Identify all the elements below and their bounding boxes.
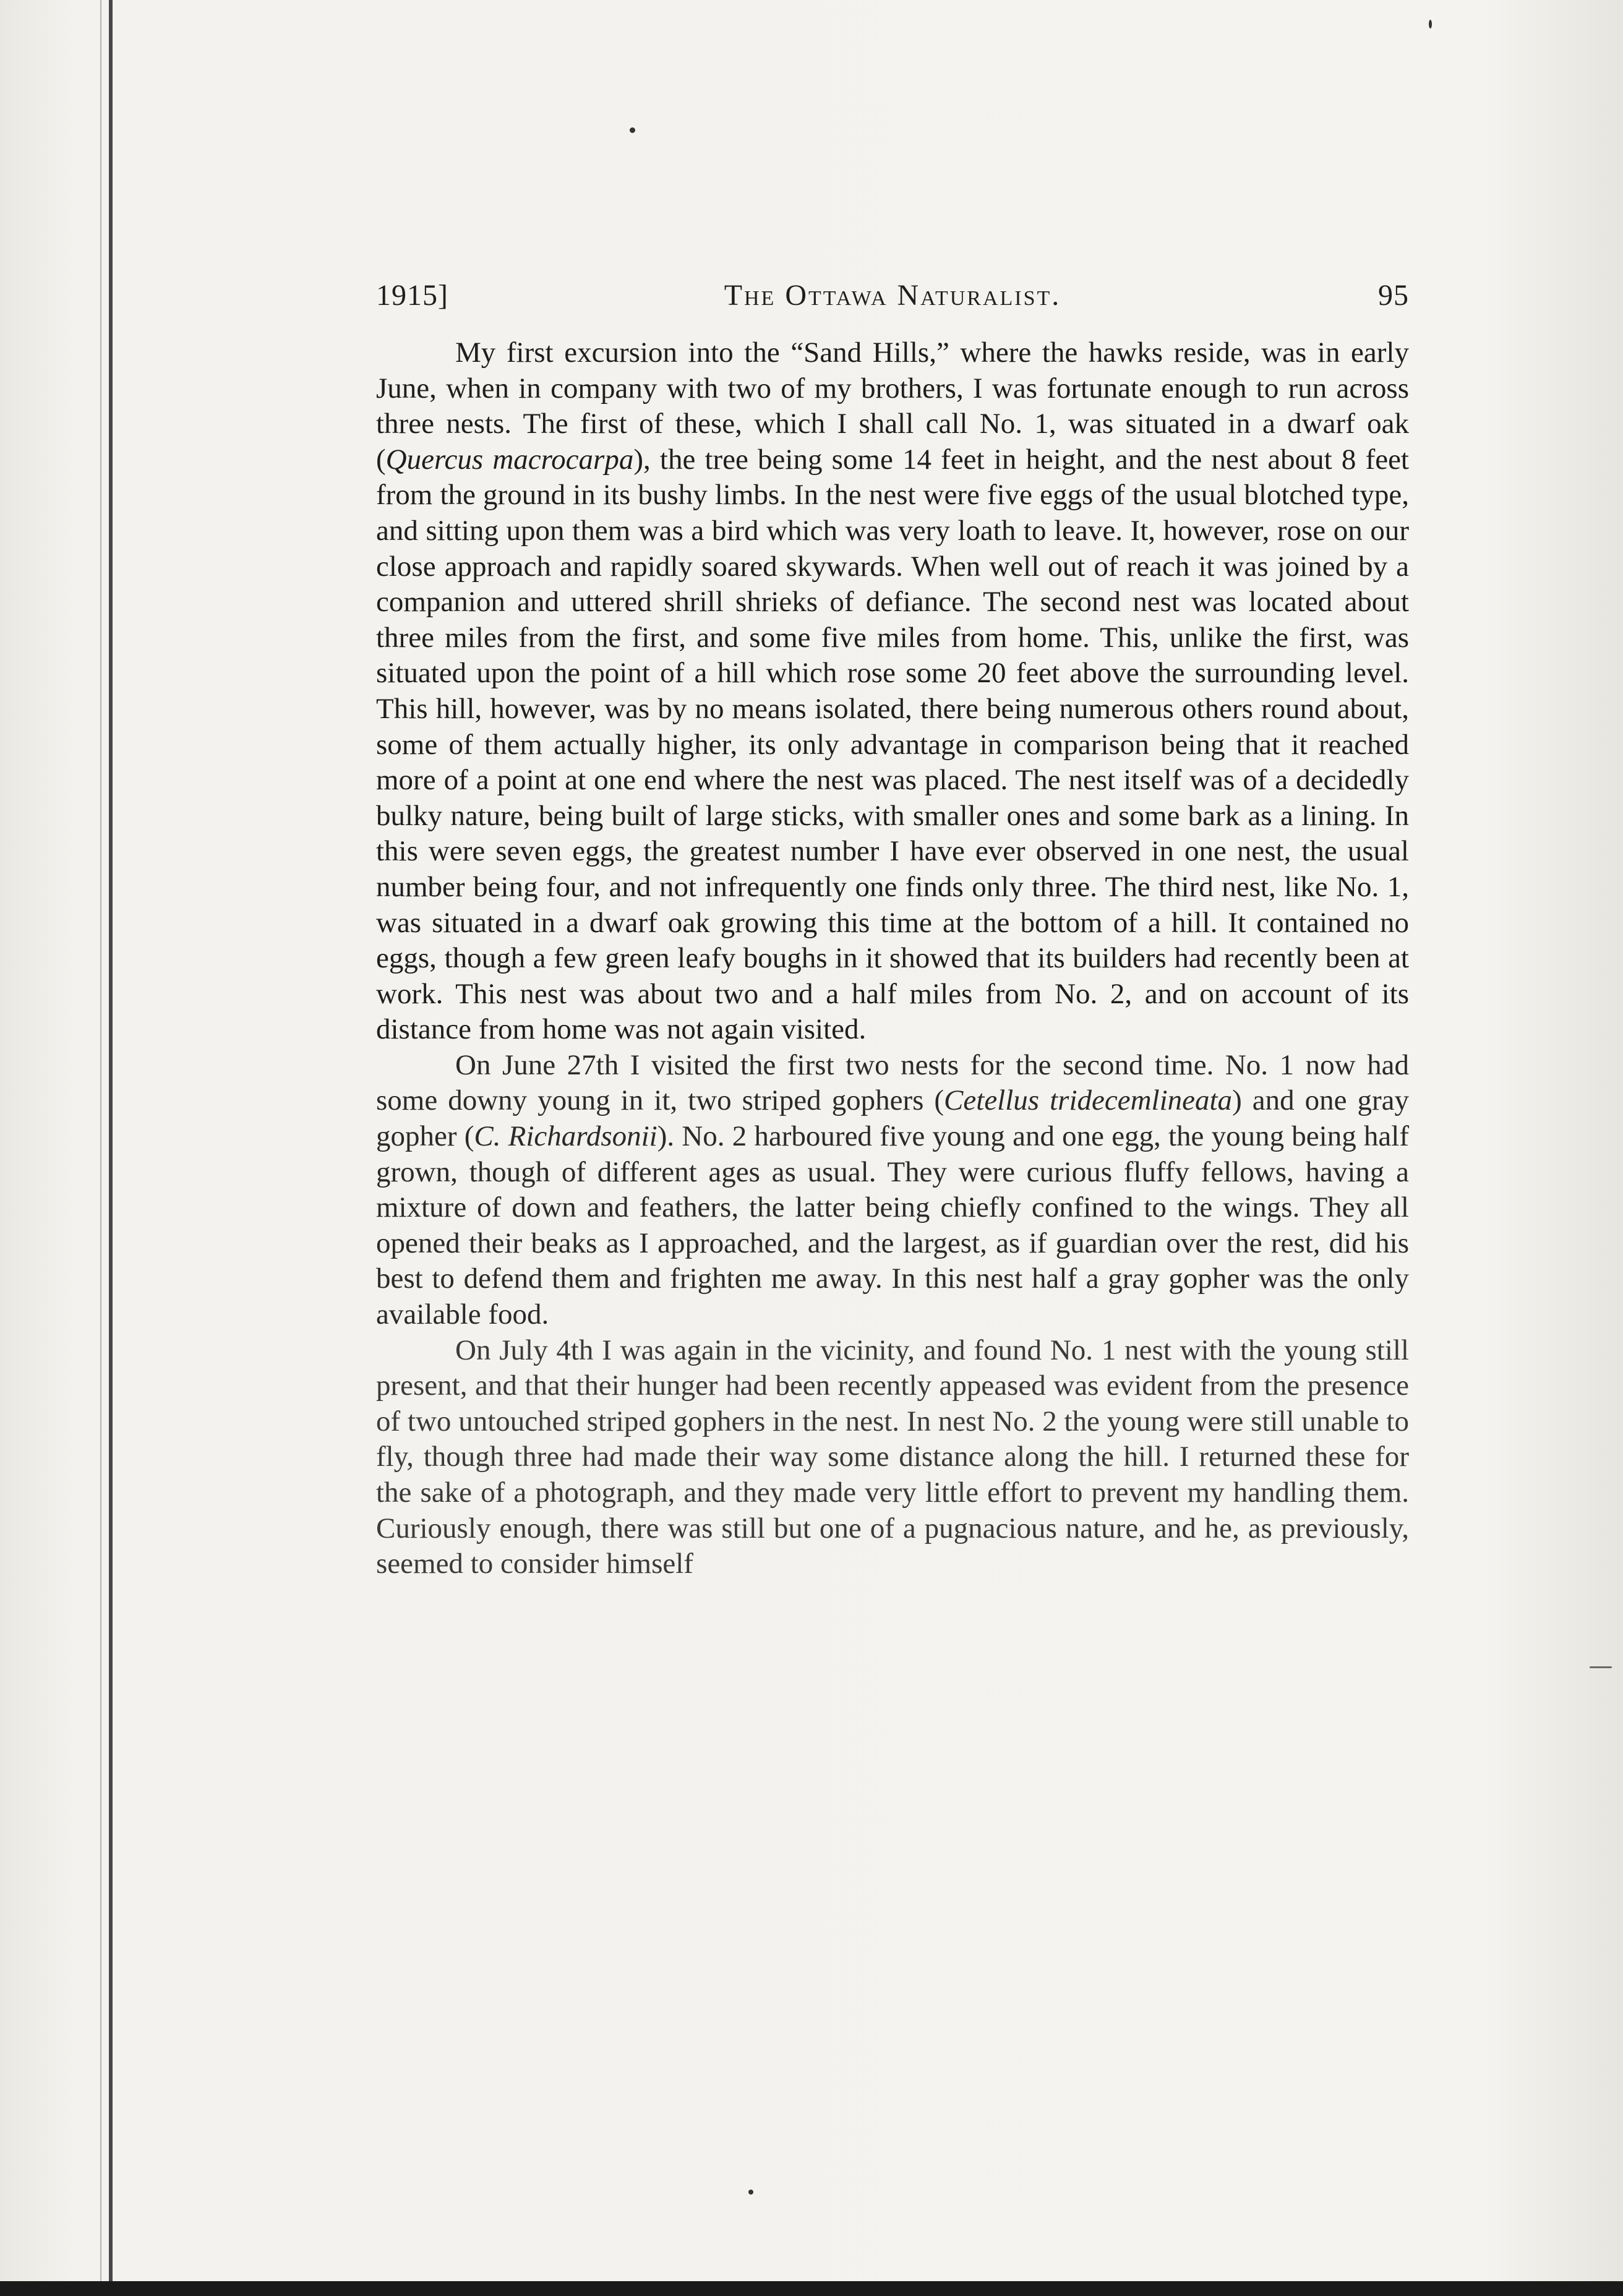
text-run: My first excursion into the “Sand Hills,” where the hawks reside, was in early June, when in company with two of my brothers, I was fortunate enough to run across three nests. The first of these, which I shall call No. 1, was situated in a dwarf oak (	[376, 336, 1409, 476]
ink-speck	[630, 127, 635, 133]
text-run: ), the tree being some 14 feet in height, and the nest about 8 feet from the ground in its bushy limbs. In the nest were five eggs of the usual blotched type, and sitting upon them was a bird which was very loath to leave. It, however, rose on our close approach and rapidly soared skywards. When well out of reach it was joined by a companion and uttered shrill shrieks of defiance. The second nest was located about three miles from the first, and some five miles from home. This, unlike the first, was situated upon the point of a hill which rose some 20 feet above the surrounding level. This hill, however, was by no means isolated, there being numerous others round about, some of them actually higher, its only advantage in comparison being that it reached more of a point at one end where the nest was placed. The nest itself was of a decidedly bulky nature, being built of large sticks, with smaller ones and some bark as a lining. In this were seven eggs, the greatest number I have ever observed in one nest, the usual number being four, and not infrequently one finds only three. The third nest, like No. 1, was situated in a dwarf oak growing this time at the bottom of a hill. It contained no eggs, though a few green leafy boughs in it showed that its builders had recently been at work. This nest was about two and a half miles from No. 2, and on account of its distance from home was not again visited.	[376, 443, 1409, 1046]
article-body	[376, 335, 1409, 1582]
binding-shadow-line	[100, 0, 101, 2296]
ink-speck	[1590, 1666, 1612, 1668]
running-head-journal-title: The Ottawa Naturalist.	[724, 279, 1061, 312]
text-run: ) and one gray gopher (	[376, 1084, 1409, 1153]
species-name-italic: Quercus macrocarpa	[385, 443, 634, 476]
ink-speck	[1429, 20, 1432, 28]
text-run: ). No. 2 harboured five young and one egg, the young being half grown, though of different ages as usual. They were curious fluffy fellows, having a mixture of down and feathers, the latter being chiefly confined to the wings. They all opened their beaks as I approached, and the largest, as if guardian over the rest, did his best to defend them and frighten me away. In this nest half a gray gopher was the only available food.	[376, 1120, 1409, 1331]
paragraph-june-27-visit	[376, 1048, 1409, 1333]
text-run: On July 4th I was again in the vicinity, and found No. 1 nest with the young still present, and that their hunger had been recently appeased was evident from the presence of two untouched striped gophers in the nest. In nest No. 2 the young were still unable to fly, though three had made their way some distance along the hill. I returned these for the sake of a photograph, and they made very little effort to prevent my handling them. Curiously enough, there was still but one of a pugnacious nature, and he, as previously, seemed to consider himself	[376, 1334, 1409, 1580]
paragraph-july-4-visit	[376, 1333, 1409, 1582]
running-head	[376, 272, 1409, 322]
printed-page	[376, 272, 1409, 1582]
paragraph-sand-hills-nests	[376, 335, 1409, 1048]
species-name-italic: Cetellus tridecemlineata	[944, 1084, 1233, 1117]
ink-speck	[748, 2190, 753, 2195]
page-number: 95	[1378, 279, 1409, 312]
binding-edge-line	[109, 0, 113, 2296]
text-run: On June 27th I visited the first two nests for the second time. No. 1 now had some downy young in it, two striped gophers (	[376, 1048, 1409, 1117]
running-head-year: 1915]	[376, 279, 448, 312]
page-bottom-edge	[0, 2281, 1623, 2296]
species-name-italic: C. Richardsonii	[474, 1120, 657, 1153]
